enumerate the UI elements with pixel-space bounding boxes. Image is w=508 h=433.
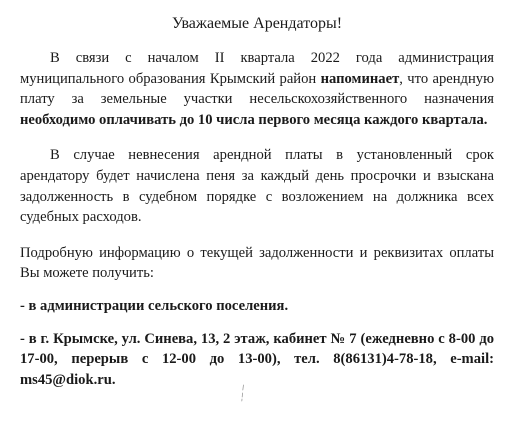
paragraph-1-text-c: , что арендную плату за земельные участки несельскохозяйственного назначения — [20, 70, 494, 108]
info-source-krymsk-office — [20, 329, 494, 391]
paragraph-1-text-a: В связи с началом II квартала 2022 года администрация муниципального образования Крымский район — [20, 50, 494, 87]
paragraph-penalty: В случае невнесения арендной платы в установленный срок арендатору будет начислена пеня за каждый день просрочки и взыскана задолженность в судебном порядке с возложением на должника всех судебных расходов. — [20, 147, 494, 226]
paragraph-info-sources: Подробную информацию о текущей задолженности и реквизитах оплаты Вы можете получить: — [20, 244, 494, 282]
info-source-2-text: - в г. Крымске, ул. Синева, 13, 2 этаж, кабинет № 7 (ежедневно с 8-00 до 17-00, перерыв с 12-00 до 13-00), тел. 8(86131)4-78-18, e-mail: ms45@diok.ru. — [20, 330, 494, 388]
paragraph-payment-deadline — [20, 48, 494, 130]
document-title: Уважаемые Арендаторы! — [171, 15, 343, 32]
paragraph-1-bold-deadline: необходимо оплачивать до 10 числа первого месяца каждого квартала. — [20, 111, 488, 128]
info-source-1-text: - в администрации сельского поселения. — [20, 297, 289, 314]
info-source-settlement-administration — [20, 296, 494, 317]
pen-mark-icon — [240, 384, 246, 402]
paragraph-1-bold-reminds: напоминает — [320, 70, 400, 87]
